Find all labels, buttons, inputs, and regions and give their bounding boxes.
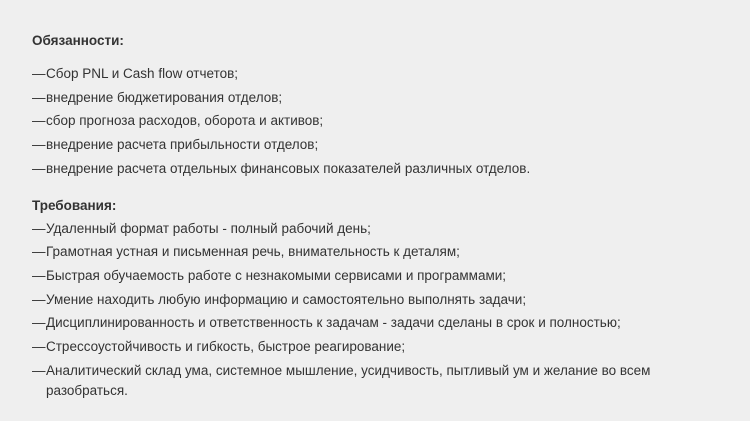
requirement-item	[32, 217, 718, 241]
requirements-list	[32, 217, 718, 401]
requirement-item	[32, 240, 718, 264]
requirement-item	[32, 264, 718, 288]
requirement-text: Грамотная устная и письменная речь, внимательность к деталям;	[46, 244, 460, 260]
duty-item	[32, 62, 718, 86]
bullet-dash: —	[32, 267, 46, 283]
bullet-dash: —	[32, 291, 46, 307]
requirement-text: Быстрая обучаемость работе с незнакомыми сервисами и программами;	[46, 267, 507, 283]
duty-item	[32, 109, 718, 133]
bullet-dash: —	[32, 244, 46, 260]
duty-text: внедрение бюджетирования отделов;	[46, 89, 283, 105]
bullet-dash: —	[32, 137, 46, 153]
requirement-text: Дисциплинированность и ответственность к задачам - задачи сделаны в срок и полностью;	[46, 315, 621, 331]
requirement-text: Умение находить любую информацию и самостоятельно выполнять задачи;	[46, 291, 527, 307]
duty-text: Сбор PNL и Cash flow отчетов;	[46, 66, 239, 81]
bullet-dash: —	[32, 113, 46, 129]
bullet-dash: —	[32, 362, 46, 378]
bullet-dash: —	[32, 66, 46, 81]
bullet-dash: —	[32, 220, 46, 236]
requirements-heading: Требования:	[32, 197, 117, 213]
bullet-dash: —	[32, 339, 46, 355]
requirement-item	[32, 288, 718, 312]
duty-text: внедрение расчета прибыльности отделов;	[46, 137, 319, 153]
duty-item	[32, 86, 718, 110]
requirement-text: Стрессоустойчивость и гибкость, быстрое реагирование;	[46, 339, 406, 355]
requirement-text: Удаленный формат работы - полный рабочий день;	[46, 220, 371, 236]
duty-item	[32, 157, 718, 181]
bullet-dash: —	[32, 315, 46, 331]
requirement-text: Аналитический склад ума, системное мышление, усидчивость, пытливый ум и желание во всем разобраться.	[46, 362, 651, 398]
requirement-item	[32, 335, 718, 359]
requirement-item	[32, 311, 718, 335]
duty-text: внедрение расчета отдельных финансовых показателей различных отделов.	[46, 160, 531, 176]
duties-list	[32, 62, 718, 181]
bullet-dash: —	[32, 160, 46, 176]
requirement-item	[32, 359, 718, 401]
duties-heading: Обязанности:	[32, 33, 124, 48]
duty-item	[32, 133, 718, 157]
bullet-dash: —	[32, 89, 46, 105]
duty-text: сбор прогноза расходов, оборота и активов;	[46, 113, 324, 129]
